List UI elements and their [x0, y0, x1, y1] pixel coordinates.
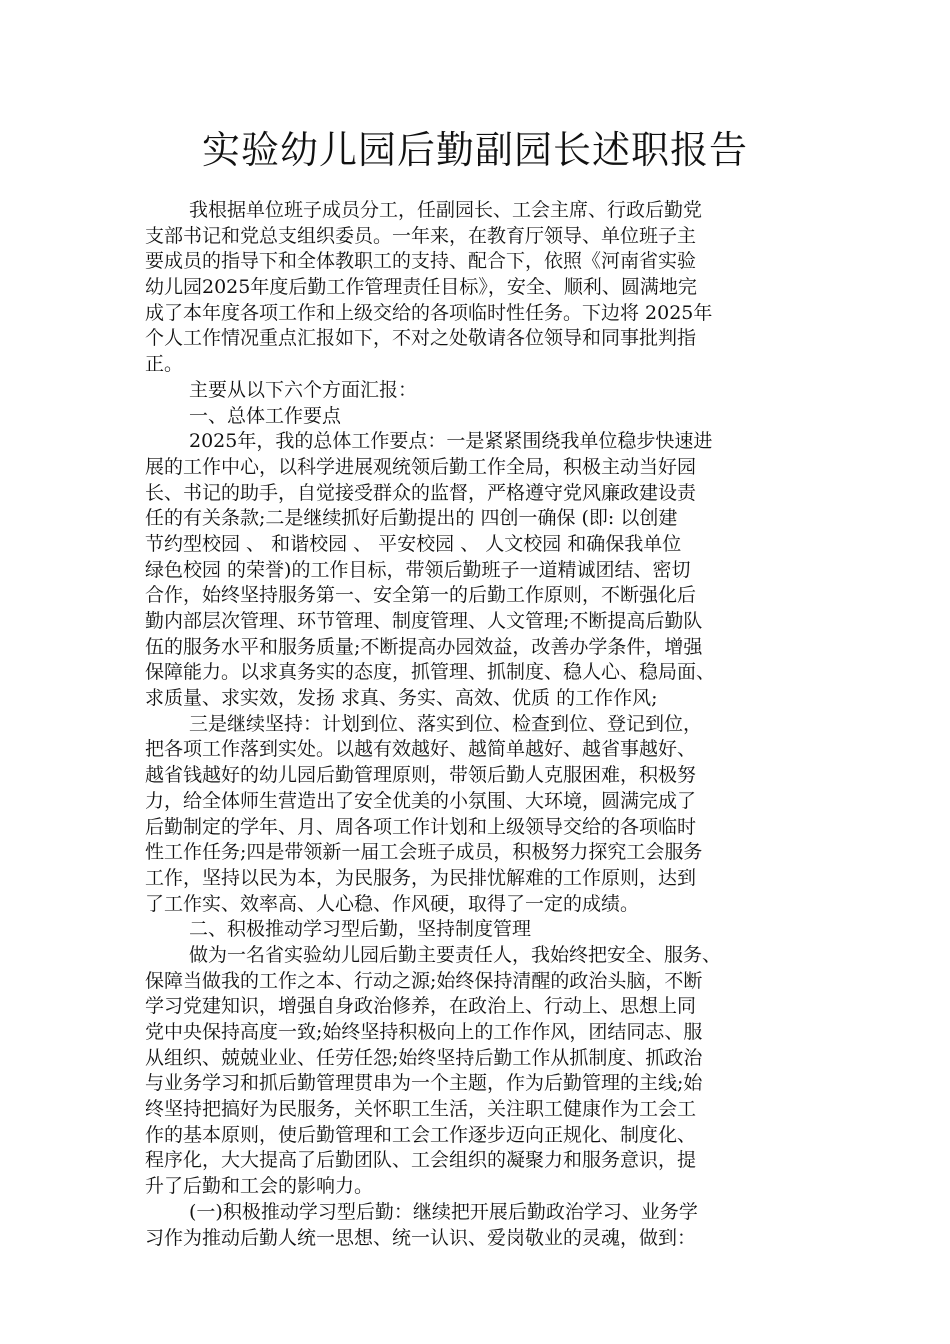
- text-line: (一)积极推动学习型后勤：继续把开展后勤政治学习、业务学: [189, 1200, 698, 1223]
- text-line: 性工作任务;四是带领新一届工会班子成员，积极努力探究工会服务: [145, 841, 703, 864]
- text-line: 三是继续坚持：计划到位、落实到位、检查到位、登记到位，: [189, 712, 703, 735]
- text-line: 求质量、求实效，发扬 求真、务实、高效、优质 的工作作风;: [145, 687, 658, 710]
- text-line: 支部书记和党总支组织委员。一年来，在教育厅领导、单位班子主: [145, 224, 697, 247]
- text-line: 把各项工作落到实处。以越有效越好、越简单越好、越省事越好、: [145, 738, 697, 761]
- text-line: 学习党建知识，增强自身政治修养，在政治上、行动上、思想上同: [145, 995, 697, 1018]
- document-title: 实验幼儿园后勤副园长述职报告: [201, 128, 748, 172]
- text-line: 伍的服务水平和服务质量;不断提高办园效益，改善办学条件，增强: [145, 635, 703, 658]
- text-line: 了工作实、效率高、人心稳、作风硬，取得了一定的成绩。: [145, 892, 640, 915]
- text-line: 与业务学习和抓后勤管理贯串为一个主题，作为后勤管理的主线;始: [145, 1072, 703, 1095]
- text-line: 绿色校园 的荣誉)的工作目标，带领后勤班子一道精诚团结、密切: [145, 558, 691, 581]
- text-line: 长、书记的助手，自觉接受群众的监督，严格遵守党风廉政建设责: [145, 481, 697, 504]
- text-line: 要成员的指导下和全体教职工的支持、配合下，依照《河南省实验: [145, 250, 697, 273]
- text-line: 二、积极推动学习型后勤，坚持制度管理: [189, 918, 532, 941]
- text-line: 主要从以下六个方面汇报：: [189, 378, 418, 401]
- text-line: 2025年，我的总体工作要点：一是紧紧围绕我单位稳步快速进: [189, 430, 713, 453]
- text-line: 幼儿园2025年度后勤工作管理责任目标》，安全、顺利、圆满地完: [145, 276, 697, 299]
- text-line: 保障当做我的工作之本、行动之源;始终保持清醒的政治头脑，不断: [145, 969, 703, 992]
- text-line: 个人工作情况重点汇报如下，不对之处敬请各位领导和同事批判指: [145, 327, 697, 350]
- text-line: 任的有关条款;二是继续抓好后勤提出的 四创一确保 (即: 以创建: [145, 507, 678, 530]
- text-line: 作的基本原则，使后勤管理和工会工作逐步迈向正规化、制度化、: [145, 1123, 697, 1146]
- text-line: 工作，坚持以民为本，为民服务，为民排忧解难的工作原则，达到: [145, 866, 697, 889]
- text-line: 一、总体工作要点: [189, 404, 342, 427]
- text-line: 后勤制定的学年、月、周各项工作计划和上级领导交给的各项临时: [145, 815, 697, 838]
- text-line: 保障能力。以求真务实的态度，抓管理、抓制度、稳人心、稳局面、: [145, 661, 716, 684]
- text-line: 勤内部层次管理、环节管理、制度管理、人文管理;不断提高后勤队: [145, 610, 703, 632]
- text-line: 成了本年度各项工作和上级交给的各项临时性任务。下边将 2025年: [145, 301, 713, 324]
- text-line: 做为一名省实验幼儿园后勤主要责任人，我始终把安全、服务、: [189, 943, 722, 966]
- text-line: 从组织、兢兢业业、任劳任怨;始终坚持后勤工作从抓制度、抓政治: [145, 1046, 703, 1069]
- text-line: 节约型校园 、 和谐校园 、 平安校园 、 人文校园 和确保我单位: [145, 532, 682, 555]
- text-line: 升了后勤和工会的影响力。: [145, 1175, 374, 1198]
- text-line: 展的工作中心，以科学进展观统领后勤工作全局，积极主动当好园: [145, 455, 697, 478]
- text-line: 越省钱越好的幼儿园后勤管理原则，带领后勤人克服困难，积极努: [145, 764, 697, 787]
- text-line: 正。: [145, 353, 184, 376]
- text-line: 我根据单位班子成员分工，任副园长、工会主席、行政后勤党: [189, 199, 703, 221]
- text-line: 合作，始终坚持服务第一、安全第一的后勤工作原则，不断强化后: [145, 584, 697, 607]
- text-line: 力，给全体师生营造出了安全优美的小氛围、大环境，圆满完成了: [145, 789, 697, 812]
- text-line: 习作为推动后勤人统一思想、统一认识、爱岗敬业的灵魂，做到：: [145, 1226, 697, 1249]
- text-line: 党中央保持高度一致;始终坚持积极向上的工作作风，团结同志、服: [145, 1021, 703, 1043]
- text-line: 终坚持把搞好为民服务，关怀职工生活，关注职工健康作为工会工: [145, 1098, 697, 1121]
- text-line: 程序化，大大提高了后勤团队、工会组织的凝聚力和服务意识，提: [145, 1149, 697, 1172]
- document-body: [145, 198, 825, 1251]
